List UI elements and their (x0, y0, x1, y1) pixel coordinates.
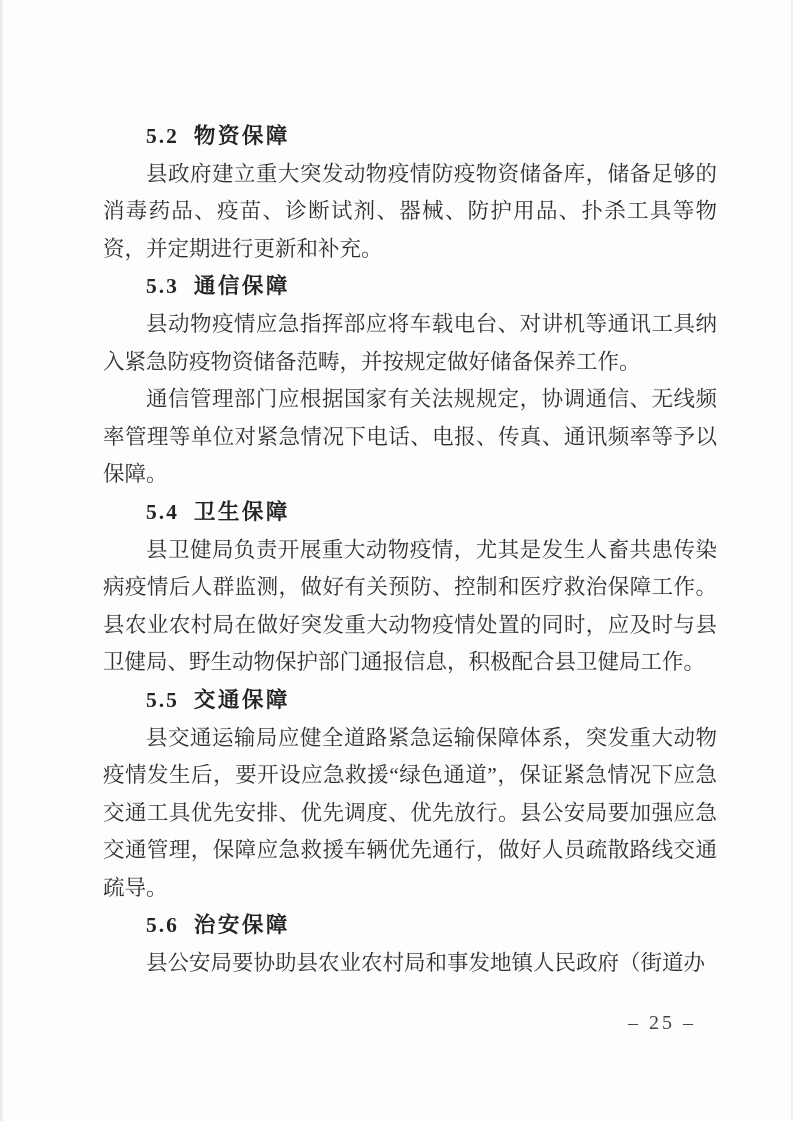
section-number: 5.4 (146, 499, 179, 524)
paragraph: 县动物疫情应急指挥部应将车载电台、对讲机等通讯工具纳入紧急防疫物资储备范畴，并按规定做好储备保养工作。 (103, 311, 717, 374)
section-heading (103, 682, 717, 720)
section-heading (103, 118, 717, 156)
section-title: 交通保障 (193, 687, 290, 712)
section-heading (103, 494, 717, 532)
section-5-5 (103, 682, 717, 908)
paragraph: 县公安局要协助县农业农村局和事发地镇人民政府（街道办 (146, 951, 706, 976)
section-heading (103, 268, 717, 306)
page-number: – 25 – (628, 1012, 696, 1034)
section-title: 卫生保障 (193, 499, 290, 524)
document-content (103, 118, 717, 983)
paragraph: 县卫健局负责开展重大动物疫情，尤其是发生人畜共患传染病疫情后人群监测，做好有关预防、控制和医疗救治保障工作。县农业农村局在做好突发重大动物疫情处置的同时，应及时与县卫健局、野生动物保护部门通报信息，积极配合县卫健局工作。 (103, 537, 717, 675)
section-number: 5.2 (146, 124, 179, 148)
section-title: 通信保障 (193, 274, 290, 299)
scan-edge-left (0, 0, 4, 1121)
section-number: 5.3 (146, 274, 179, 299)
section-5-6 (103, 907, 717, 982)
paragraph: 县交通运输局应健全道路紧急运输保障体系，突发重大动物疫情发生后，要开设应急救援“绿色通道”，保证紧急情况下应急交通工具优先安排、优先调度、优先放行。县公安局要加强应急交通管理，保障应急救援车辆优先通行，做好人员疏散路线交通疏导。 (103, 725, 717, 900)
paragraph: 县政府建立重大突发动物疫情防疫物资储备库，储备足够的消毒药品、疫苗、诊断试剂、器械、防护用品、扑杀工具等物资，并定期进行更新和补充。 (103, 161, 717, 261)
section-title: 物资保障 (193, 124, 290, 148)
section-title: 治安保障 (193, 913, 290, 938)
section-5-2 (103, 118, 717, 268)
section-5-4 (103, 494, 717, 682)
section-number: 5.5 (146, 687, 179, 712)
section-number: 5.6 (146, 913, 179, 938)
section-heading (103, 907, 717, 945)
paragraph: 通信管理部门应根据国家有关法规规定，协调通信、无线频率管理等单位对紧急情况下电话、电报、传真、通讯频率等予以保障。 (103, 387, 717, 487)
section-5-3 (103, 268, 717, 494)
